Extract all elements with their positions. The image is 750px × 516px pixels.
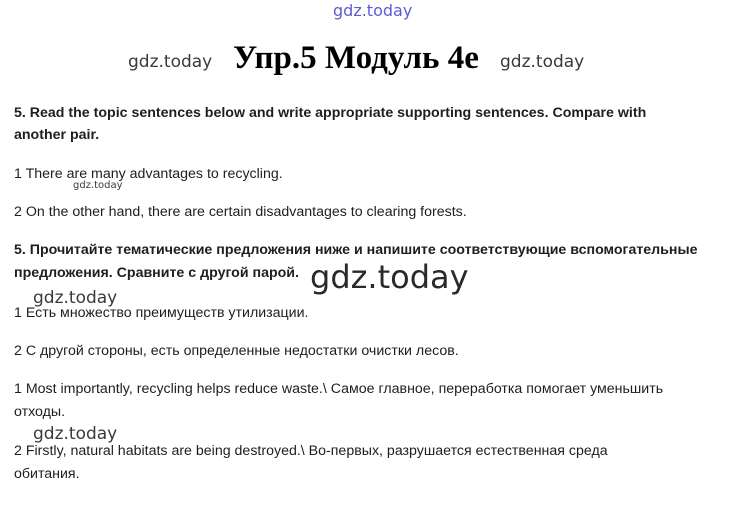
answer-1-line-1: 1 Most importantly, recycling helps reduce waste.\ Самое главное, переработка помогает уменьшить [14,381,664,397]
sentence-en-2: 2 On the other hand, there are certain disadvantages to clearing forests. [14,204,467,220]
watermark-title-left: gdz.today [128,52,213,72]
watermark-title-right: gdz.today [500,52,585,72]
sentence-ru-2: 2 С другой стороны, есть определенные недостатки очистки лесов. [14,343,459,359]
page-title: Упр.5 Модуль 4е [233,40,479,76]
sentence-en-1: 1 There are many advantages to recycling. [14,166,283,182]
watermark-large: gdz.today [310,258,469,296]
answer-1-line-2: отходы. [14,404,66,420]
answer-2-line-1: 2 Firstly, natural habitats are being destroyed.\ Во-первых, разрушается естественная среда [14,443,608,459]
task-ru-line-1: 5. Прочитайте тематические предложения ниже и напишите соответствующие вспомогательные [14,242,698,258]
answer-2-line-2: обитания. [14,466,80,482]
watermark-small: gdz.today [73,180,123,191]
sentence-ru-1: 1 Есть множество преимуществ утилизации. [14,305,309,321]
task-ru-line-2: предложения. Сравните с другой парой. [14,265,299,281]
watermark-top: gdz.today [333,1,413,20]
task-en-line-1: 5. Read the topic sentences below and write appropriate supporting sentences. Compare with [14,105,647,121]
task-en-line-2: another pair. [14,127,100,143]
watermark-left-1: gdz.today [33,288,118,308]
watermark-left-2: gdz.today [33,424,118,444]
